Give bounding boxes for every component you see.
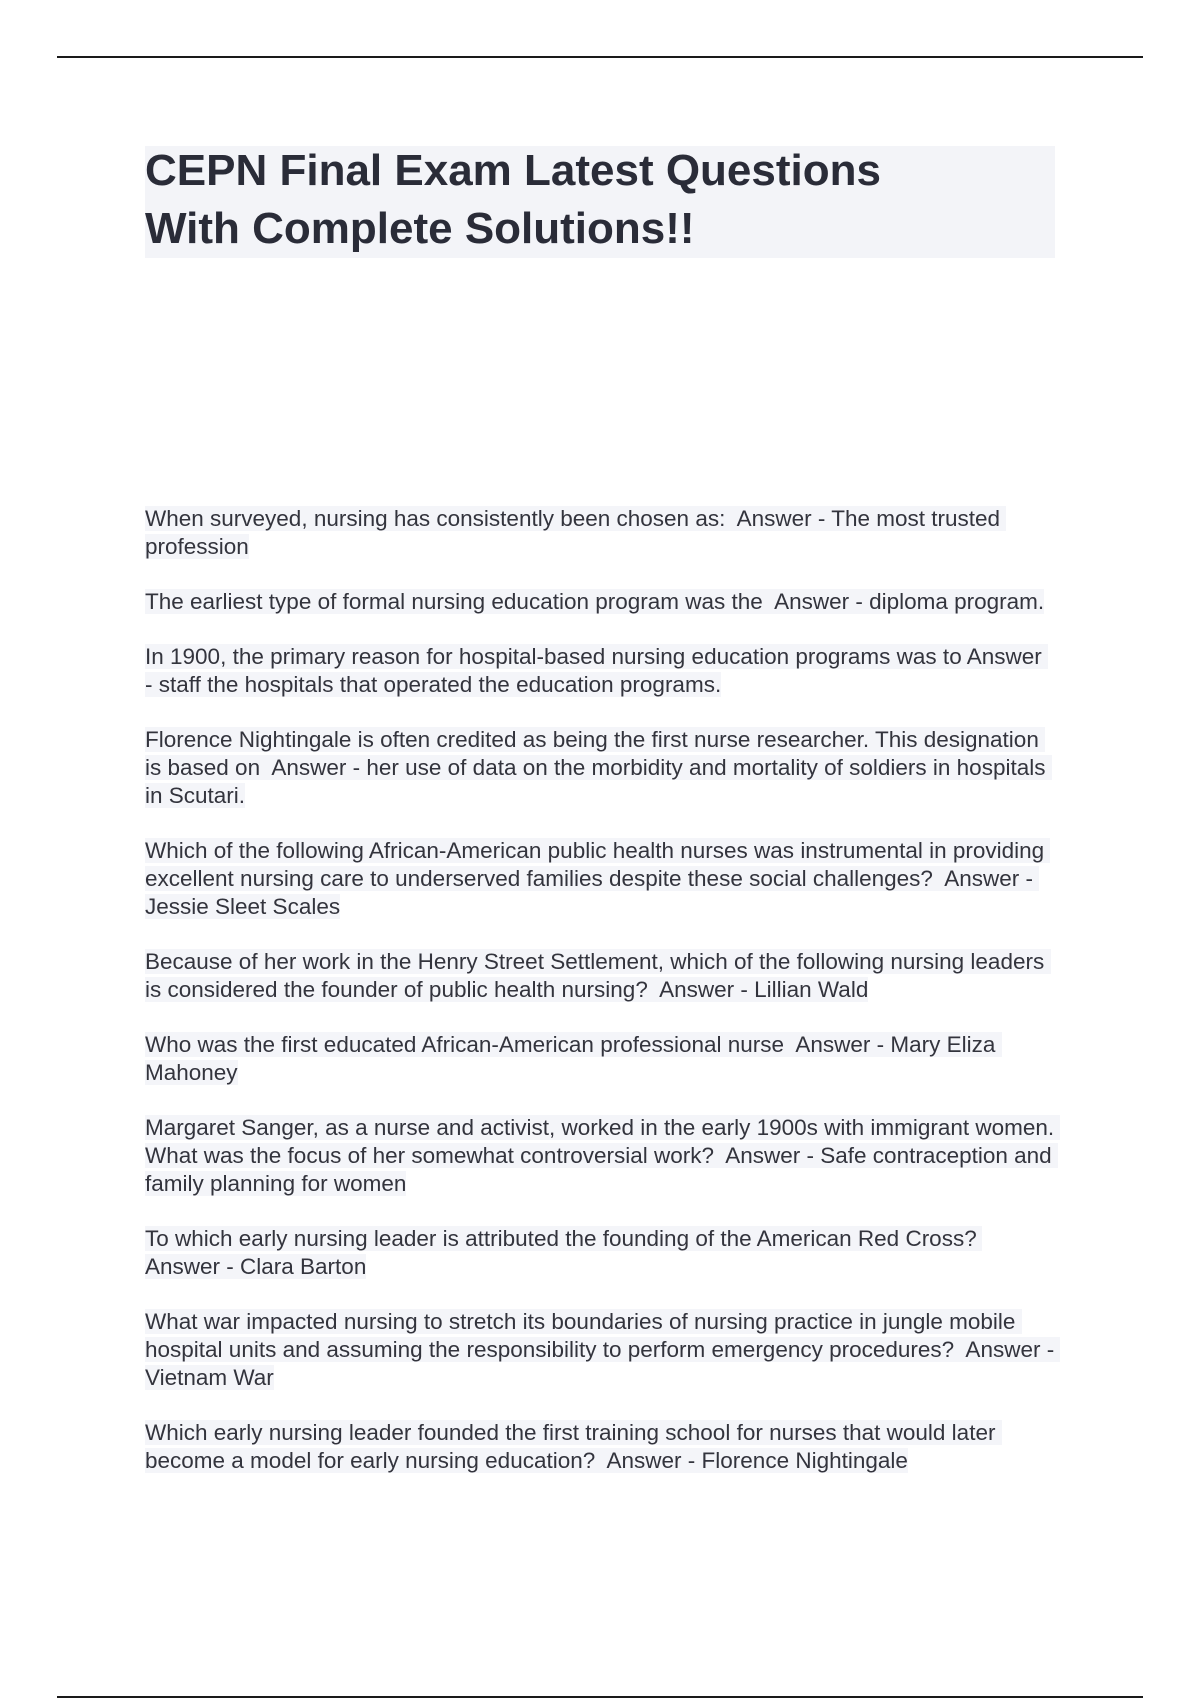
qa-text: When surveyed, nursing has consistently been chosen as: Answer - The most trusted profession [145,506,1007,559]
qa-item [145,1031,1055,1087]
document-title: CEPN Final Exam Latest Questions With Complete Solutions!! [145,146,881,253]
qa-item [145,588,1055,616]
qa-item [145,1225,1055,1281]
qa-item [145,948,1055,1004]
top-rule [57,56,1143,58]
qa-text: Florence Nightingale is often credited as being the first nurse researcher. This designation is based on Answer - her use of data on the morbidity and mortality of soldiers in hospitals in Scutari. [145,727,1052,808]
qa-item [145,1308,1061,1392]
bottom-rule [57,1696,1143,1698]
qa-text: What war impacted nursing to stretch its boundaries of nursing practice in jungle mobile hospital units and assuming the responsibility to perform emergency procedures? Answer - Vietnam War [145,1309,1061,1390]
qa-text: Which early nursing leader founded the first training school for nurses that would later become a model for early nursing education? Answer - Florence Nightingale [145,1420,1002,1473]
qa-list [145,505,1061,1502]
qa-item [145,837,1055,921]
title-block [145,146,1055,258]
qa-text: To which early nursing leader is attributed the founding of the American Red Cross? Answer - Clara Barton [145,1226,982,1279]
qa-text: Who was the first educated African-American professional nurse Answer - Mary Eliza Mahoney [145,1032,1002,1085]
qa-text: In 1900, the primary reason for hospital-based nursing education programs was to Answer - staff the hospitals that operated the education programs. [145,644,1049,697]
qa-text: Because of her work in the Henry Street Settlement, which of the following nursing leaders is considered the founder of public health nursing? Answer - Lillian Wald [145,949,1051,1002]
qa-item [145,643,1055,699]
qa-item [145,1419,1055,1475]
qa-item [145,726,1055,810]
qa-text: Margaret Sanger, as a nurse and activist, worked in the early 1900s with immigrant women. What was the focus of her somewhat controversial work? Answer - Safe contraception and family planning for women [145,1115,1061,1196]
qa-item [145,505,1055,561]
qa-item [145,1114,1061,1198]
qa-text: The earliest type of formal nursing education program was the Answer - diploma program. [145,589,1045,614]
qa-text: Which of the following African-American public health nurses was instrumental in providing excellent nursing care to underserved families despite these social challenges? Answer - Jessie Sleet Scales [145,838,1051,919]
